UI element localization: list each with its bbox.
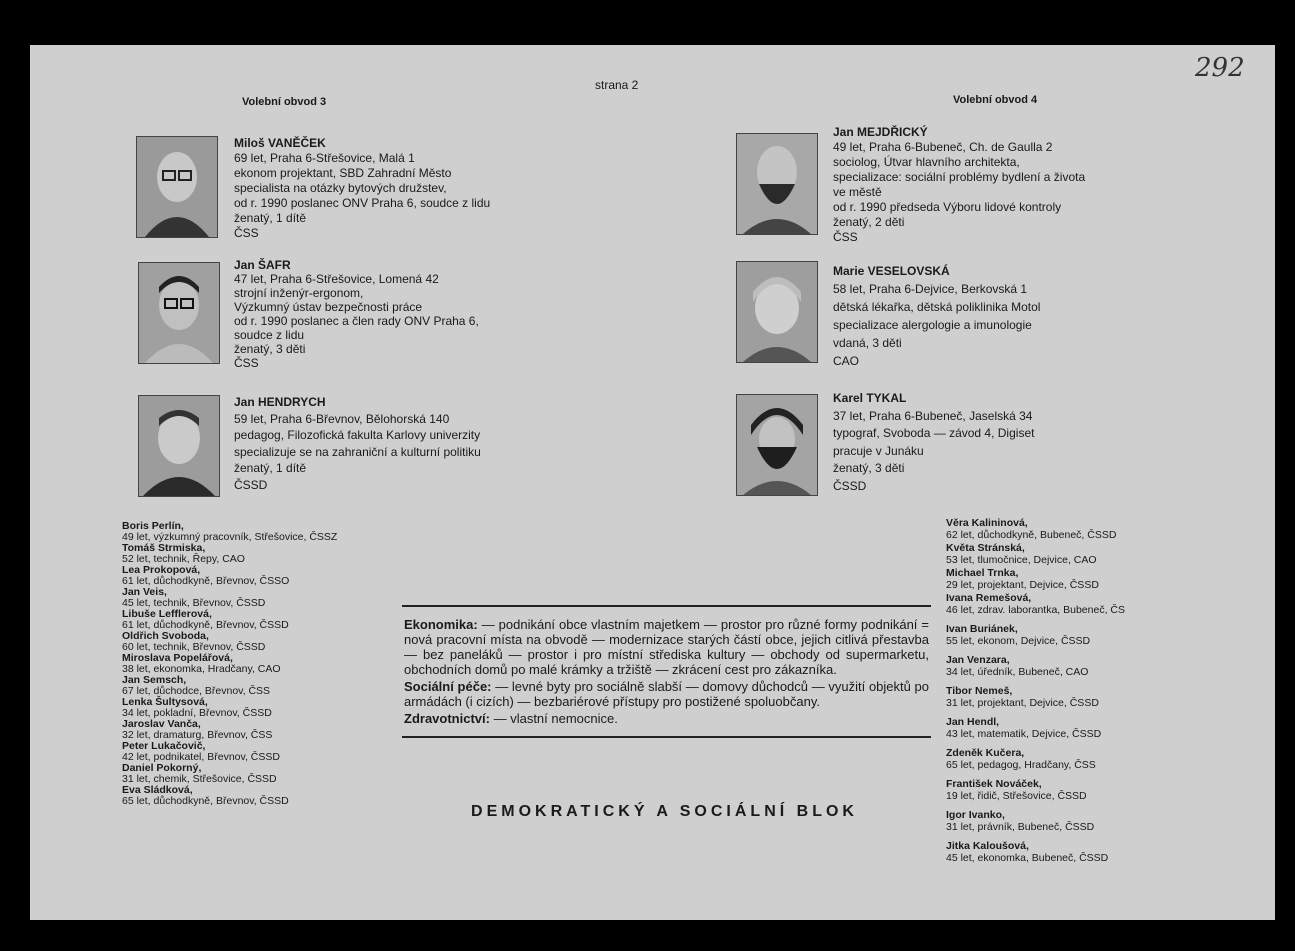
list-item-detail: 62 let, důchodkyně, Bubeneč, ČSSD: [946, 528, 1117, 541]
list-item: [122, 675, 337, 697]
program-health-label: Zdravotnictví:: [404, 711, 490, 726]
program-social-text: — levné byty pro sociálně slabší — domovy důchodců — využití objektů po armádách (i cizích) — bezbariérové přístupy pro postižené spoluobčany.: [404, 679, 930, 709]
candidate-detail: soudce z lidu: [234, 328, 305, 342]
list-item-detail: 31 let, právník, Bubeneč, ČSSD: [946, 820, 1095, 833]
candidate-name: Marie VESELOVSKÁ: [833, 264, 950, 278]
candidate-detail: specialista na otázky bytových družstev,: [234, 181, 447, 195]
candidate-veselovska: [833, 262, 1040, 370]
list-item-detail: 34 let, úředník, Bubeneč, CAO: [946, 665, 1089, 678]
list-item-detail: 31 let, chemik, Střešovice, ČSSD: [122, 773, 277, 785]
list-item-name: Michael Trnka,: [946, 567, 1019, 579]
candidate-detail: ženatý, 3 děti: [234, 342, 306, 356]
program-economy-text: — podnikání obce vlastním majetkem — prostor pro různé formy podnikání = nová pracovní místa na obvodě — modernizace starých částí obce, jejich citlivá přestavba — bez paneláků — prostor i pro místní střediska kultury — obchody od supermarketu, obchodních domů po malé krámky a tržiště — zkrácení cest pro zákazníka.: [404, 617, 929, 677]
candidate-photo-veselovska: [736, 261, 818, 363]
candidate-detail: 47 let, Praha 6-Střešovice, Lomená 42: [234, 272, 439, 286]
candidate-detail: ženatý, 3 děti: [833, 461, 905, 475]
list-item-name: Jan Venzara,: [946, 654, 1010, 666]
candidate-name: Jan MEJDŘICKÝ: [833, 125, 928, 139]
program-social: [404, 679, 929, 709]
list-item: [946, 518, 1125, 541]
candidate-detail: typograf, Svoboda — závod 4, Digiset: [833, 426, 1035, 440]
list-item-name: Boris Perlín,: [122, 520, 184, 532]
program-social-label: Sociální péče:: [404, 679, 492, 694]
list-item-detail: 49 let, výzkumný pracovník, Střešovice, ČSSZ: [122, 531, 338, 543]
candidate-detail: 49 let, Praha 6-Bubeneč, Ch. de Gaulla 2: [833, 140, 1053, 154]
list-item: [122, 543, 337, 565]
list-item-detail: 65 let, pedagog, Hradčany, ČSS: [946, 758, 1096, 771]
list-item: [946, 779, 1125, 802]
program-health: [404, 711, 929, 726]
list-item-name: Zdeněk Kučera,: [946, 747, 1025, 759]
candidate-detail: pedagog, Filozofická fakulta Karlovy univerzity: [234, 428, 481, 442]
list-item-name: Jan Semsch,: [122, 674, 187, 686]
candidate-detail: 69 let, Praha 6-Střešovice, Malá 1: [234, 151, 415, 165]
candidate-photo-mejdricky: [736, 133, 818, 235]
list-item: [122, 741, 337, 763]
list-item: [946, 593, 1125, 616]
program-economy-label: Ekonomika:: [404, 617, 478, 632]
list-item-name: Eva Sládková,: [122, 784, 193, 796]
list-item-name: Tomáš Strmiska,: [122, 542, 206, 554]
list-item: [122, 785, 337, 807]
candidate-detail: specializace: sociální problémy bydlení a života: [833, 170, 1086, 184]
candidate-detail: ČSS: [234, 226, 259, 240]
list-item-detail: 45 let, technik, Břevnov, ČSSD: [122, 597, 266, 609]
list-item: [946, 568, 1125, 591]
candidate-detail: dětská lékařka, dětská poliklinika Motol: [833, 300, 1041, 314]
list-item: [122, 631, 337, 653]
candidate-list-left: [122, 521, 337, 807]
candidate-safr: [234, 258, 479, 370]
candidate-detail: od r. 1990 předseda Výboru lidové kontroly: [833, 200, 1062, 214]
list-item-detail: 65 let, důchodkyně, Břevnov, ČSSD: [122, 795, 289, 807]
bloc-name: DEMOKRATICKÝ A SOCIÁLNÍ BLOK: [471, 803, 858, 820]
candidate-detail: od r. 1990 poslanec ONV Praha 6, soudce z lidu: [234, 196, 491, 210]
list-item: [122, 697, 337, 719]
list-item: [946, 624, 1125, 647]
candidate-detail: ženatý, 2 děti: [833, 215, 905, 229]
list-item-name: Květa Stránská,: [946, 542, 1025, 554]
candidate-detail: od r. 1990 poslanec a člen rady ONV Praha 6,: [234, 314, 479, 328]
list-item: [122, 587, 337, 609]
handwritten-page-number: 292: [1195, 53, 1245, 83]
candidate-detail: 59 let, Praha 6-Břevnov, Bělohorská 140: [234, 411, 450, 426]
list-item: [946, 543, 1125, 566]
candidate-detail: specializuje se na zahraniční a kulturní politiku: [234, 444, 481, 459]
list-item-detail: 61 let, důchodkyně, Břevnov, ČSSD: [122, 619, 289, 631]
list-item-detail: 46 let, zdrav. laborantka, Bubeneč, ČS: [946, 603, 1125, 616]
candidate-name: Miloš VANĚČEK: [234, 136, 326, 150]
candidate-detail: ženatý, 1 dítě: [234, 211, 307, 225]
candidate-name: Jan HENDRYCH: [234, 395, 326, 409]
list-item-name: Lea Prokopová,: [122, 564, 201, 576]
candidate-detail: ČSS: [234, 356, 259, 370]
list-item-name: Jaroslav Vanča,: [122, 718, 201, 730]
list-item-detail: 38 let, ekonomka, Hradčany, CAO: [122, 663, 281, 675]
list-item: [946, 748, 1125, 771]
candidate-detail: Výzkumný ústav bezpečnosti práce: [234, 300, 423, 314]
candidate-photo-tykal: [736, 394, 818, 496]
list-item-detail: 60 let, technik, Břevnov, ČSSD: [122, 641, 266, 653]
candidate-detail: strojní inženýr-ergonom,: [234, 286, 364, 300]
list-item-detail: 45 let, ekonomka, Bubeneč, ČSSD: [946, 851, 1109, 864]
candidate-hendrych: [234, 394, 481, 493]
district-left-heading: Volební obvod 3: [242, 96, 327, 108]
candidate-detail: ČSS: [833, 230, 858, 244]
list-item: [946, 717, 1125, 740]
list-item: [946, 810, 1125, 833]
candidate-mejdricky: [833, 125, 1085, 245]
candidate-tykal: [833, 390, 1034, 495]
list-item: [946, 686, 1125, 709]
document-sheet: [30, 45, 1275, 920]
program-economy: [404, 617, 929, 677]
list-item-detail: 43 let, matematik, Dejvice, ČSSD: [946, 727, 1102, 740]
list-item-detail: 53 let, tlumočnice, Dejvice, CAO: [946, 553, 1097, 566]
program-health-text: — vlastní nemocnice.: [493, 711, 618, 726]
list-item-name: Peter Lukačovič,: [122, 740, 206, 752]
candidate-detail: specializace alergologie a imunologie: [833, 318, 1032, 332]
list-item: [946, 841, 1125, 864]
list-item-detail: 55 let, ekonom, Dejvice, ČSSD: [946, 634, 1091, 647]
list-item: [122, 719, 337, 741]
list-item-name: Oldřich Svoboda,: [122, 630, 209, 642]
list-item-name: Věra Kalininová,: [946, 517, 1028, 529]
list-item-detail: 52 let, technik, Řepy, CAO: [122, 553, 245, 565]
candidate-detail: pracuje v Junáku: [833, 443, 924, 458]
candidate-detail: ženatý, 1 dítě: [234, 461, 307, 475]
list-item-name: Jitka Kaloušová,: [946, 840, 1029, 852]
list-item-name: Jan Veis,: [122, 586, 167, 598]
list-item-detail: 67 let, důchodce, Břevnov, ČSS: [122, 685, 271, 697]
list-item-detail: 34 let, pokladní, Břevnov, ČSSD: [122, 707, 272, 719]
list-item-name: Tibor Nemeš,: [946, 685, 1013, 697]
candidate-detail: 58 let, Praha 6-Dejvice, Berkovská 1: [833, 282, 1028, 296]
page-label: strana 2: [595, 78, 639, 92]
list-item: [122, 521, 337, 543]
candidate-detail: ekonom projektant, SBD Zahradní Město: [234, 166, 452, 180]
list-item-name: František Nováček,: [946, 778, 1042, 790]
list-item-detail: 29 let, projektant, Dejvice, ČSSD: [946, 578, 1099, 591]
list-item-detail: 32 let, dramaturg, Břevnov, ČSS: [122, 729, 273, 741]
list-item-name: Miroslava Popelářová,: [122, 652, 233, 664]
candidate-detail: ČSSD: [234, 477, 268, 492]
candidate-name: Jan ŠAFR: [234, 258, 291, 272]
candidate-detail: ČSSD: [833, 478, 867, 493]
list-item-name: Ivana Remešová,: [946, 592, 1032, 604]
candidate-list-right: [946, 518, 1125, 864]
candidate-name: Karel TYKAL: [833, 391, 907, 405]
candidate-photo-safr: [138, 262, 220, 364]
list-item-name: Igor Ivanko,: [946, 809, 1005, 821]
list-item-name: Ivan Buriánek,: [946, 623, 1018, 635]
list-item-detail: 61 let, důchodkyně, Břevnov, ČSSO: [122, 575, 290, 587]
list-item-name: Jan Hendl,: [946, 716, 1000, 728]
list-item: [122, 565, 337, 587]
list-item-name: Daniel Pokorný,: [122, 762, 202, 774]
candidate-detail: sociolog, Útvar hlavního architekta,: [833, 155, 1020, 169]
list-item-detail: 42 let, podnikatel, Břevnov, ČSSD: [122, 751, 280, 763]
list-item: [946, 655, 1125, 678]
list-item: [122, 609, 337, 631]
list-item: [122, 763, 337, 785]
list-item: [122, 653, 337, 675]
candidate-photo-hendrych: [138, 395, 220, 497]
candidate-vanecek: [234, 136, 490, 241]
candidate-detail: CAO: [833, 354, 860, 368]
list-item-name: Libuše Lefflerová,: [122, 608, 212, 620]
program-box: [402, 605, 931, 738]
district-right-heading: Volební obvod 4: [953, 94, 1038, 106]
list-item-name: Lenka Šultysová,: [122, 696, 208, 708]
candidate-photo-vanecek: [136, 136, 218, 238]
candidate-detail: ve městě: [833, 185, 882, 199]
candidate-detail: vdaná, 3 děti: [833, 336, 902, 350]
list-item-detail: 19 let, řidič, Střešovice, ČSSD: [946, 789, 1087, 802]
list-item-detail: 31 let, projektant, Dejvice, ČSSD: [946, 696, 1099, 709]
candidate-detail: 37 let, Praha 6-Bubeneč, Jaselská 34: [833, 408, 1033, 423]
